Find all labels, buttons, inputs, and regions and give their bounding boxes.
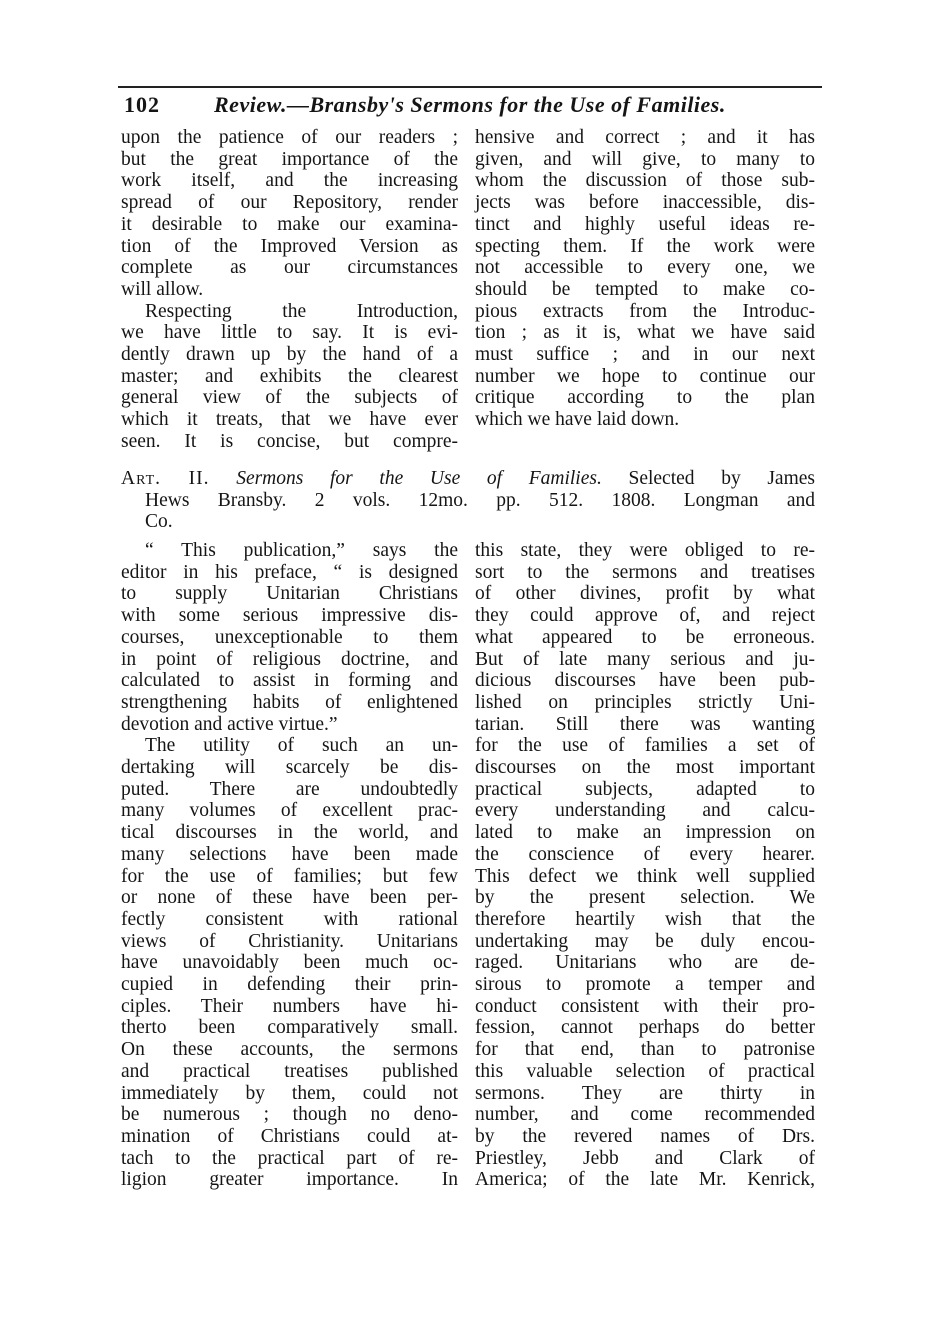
text-line: what appeared to be erroneous. — [475, 626, 815, 648]
text-line: by the present selection. We — [475, 887, 815, 909]
text-line: for the use of families a set of — [475, 735, 815, 757]
text-line: fession, cannot perhaps do better — [475, 1017, 815, 1039]
text-line: Priestley, Jebb and Clark of — [475, 1147, 815, 1169]
text-line: spread of our Repository, render — [121, 192, 458, 214]
text-line: number, and come recommended — [475, 1104, 815, 1126]
header-rule — [118, 86, 822, 88]
text-line: conduct consistent with their pro- — [475, 995, 815, 1017]
text-line: discourses on the most important — [475, 757, 815, 779]
text-line: “ This publication,” says the — [145, 540, 458, 561]
text-line: general view of the subjects of — [121, 387, 458, 409]
text-line: every understanding and calcu- — [475, 800, 815, 822]
running-title: Review.—Bransby's Sermons for the Use of Families. — [214, 92, 726, 117]
text-line: lished on principles strictly Uni- — [475, 691, 815, 713]
text-line: seen. It is concise, but compre- — [121, 430, 458, 452]
text-line: we have little to say. It is evi- — [121, 322, 458, 344]
text-line: sermons. They are thirty in — [475, 1082, 815, 1104]
text-line: specting them. If the work were — [475, 235, 815, 257]
text-line: tion of the Improved Version as — [121, 235, 458, 257]
text-line: they could approve of, and reject — [475, 605, 815, 627]
text-line: lated to make an impression on — [475, 822, 815, 844]
section1-right-column — [475, 127, 815, 431]
text-line: America; of the late Mr. Kenrick, — [475, 1169, 815, 1191]
text-line: hensive and correct ; and it has — [475, 127, 815, 148]
text-line: in point of religious doctrine, and — [121, 648, 458, 670]
text-line: strengthening habits of enlightened — [121, 691, 458, 713]
article-heading-line: Co. — [145, 511, 173, 533]
text-line: with some serious impressive dis- — [121, 605, 458, 627]
text-line: editor in his preface, “ is designed — [121, 561, 458, 583]
text-line: The utility of such an un- — [145, 735, 458, 757]
text-line: must suffice ; and in our next — [475, 344, 815, 366]
text-line: immediately by them, could not — [121, 1082, 458, 1104]
text-line: be numerous ; though no deno- — [121, 1104, 458, 1126]
text-line: many volumes of excellent prac- — [121, 800, 458, 822]
text-line: jects was before inaccessible, dis- — [475, 192, 815, 214]
text-line: puted. There are undoubtedly — [121, 778, 458, 800]
section2-right-column — [475, 540, 815, 1191]
text-line: given, and will give, to many to — [475, 148, 815, 170]
text-line: have unavoidably been much oc- — [121, 952, 458, 974]
text-line: complete as our circumstances — [121, 257, 458, 279]
page-number: 102 — [124, 92, 160, 117]
text-line: therefore heartily wish that the — [475, 908, 815, 930]
text-line: of other divines, profit by what — [475, 583, 815, 605]
article-title: Sermons for the Use of Families. — [236, 468, 602, 489]
text-line: mination of Christians could at- — [121, 1125, 458, 1147]
text-line: by the revered names of Drs. — [475, 1125, 815, 1147]
text-line: sirous to promote a temper and — [475, 974, 815, 996]
text-line: tical discourses in the world, and — [121, 822, 458, 844]
text-line: This defect we think well supplied — [475, 865, 815, 887]
text-line: tion ; as it is, what we have said — [475, 322, 815, 344]
text-line: for that end, than to patronise — [475, 1039, 815, 1061]
text-line: therto been comparatively small. — [121, 1017, 458, 1039]
text-line: tach to the practical part of re- — [121, 1147, 458, 1169]
text-line: On these accounts, the sermons — [121, 1039, 458, 1061]
text-line: upon the patience of our readers ; — [121, 127, 458, 148]
text-line: it desirable to make our examina- — [121, 213, 458, 235]
text-line: for the use of families; but few — [121, 865, 458, 887]
text-line: Respecting the Introduction, — [145, 300, 458, 322]
text-line: undertaking may be duly encou- — [475, 930, 815, 952]
text-line: fectly consistent with rational — [121, 908, 458, 930]
text-line: But of late many serious and ju- — [475, 648, 815, 670]
text-line: should be tempted to make co- — [475, 278, 815, 300]
article-heading-line: Hews Bransby. 2 vols. 12mo. pp. 512. 1808. Longman and — [145, 489, 815, 511]
running-header — [124, 92, 824, 118]
text-line: tarian. Still there was wanting — [475, 713, 815, 735]
text-line: this state, they were obliged to re- — [475, 540, 815, 561]
text-line: devotion and active virtue.” — [121, 713, 338, 735]
text-line: views of Christianity. Unitarians — [121, 930, 458, 952]
text-line: ciples. Their numbers have hi- — [121, 995, 458, 1017]
text-line: whom the discussion of those sub- — [475, 170, 815, 192]
text-line: many selections have been made — [121, 843, 458, 865]
text-line: dertaking will scarcely be dis- — [121, 757, 458, 779]
section1-left-column — [121, 127, 458, 453]
text-line: will allow. — [121, 278, 204, 300]
text-line: tinct and highly useful ideas re- — [475, 213, 815, 235]
article-heading-line — [121, 468, 815, 490]
article-line1-rest: Selected by James — [628, 468, 815, 489]
article-label: Art. II. — [121, 468, 210, 489]
text-line: which we have laid down. — [475, 409, 680, 431]
text-line: courses, unexceptionable to them — [121, 626, 458, 648]
text-line: dently drawn up by the hand of a — [121, 344, 458, 366]
text-line: calculated to assist in forming and — [121, 670, 458, 692]
text-line: dicious discourses have been pub- — [475, 670, 815, 692]
text-line: sort to the sermons and treatises — [475, 561, 815, 583]
text-line: the conscience of every hearer. — [475, 843, 815, 865]
section2-left-column — [121, 540, 458, 1191]
text-line: work itself, and the increasing — [121, 170, 458, 192]
text-line: practical subjects, adapted to — [475, 778, 815, 800]
text-line: ligion greater importance. In — [121, 1169, 458, 1191]
text-line: and practical treatises published — [121, 1060, 458, 1082]
text-line: to supply Unitarian Christians — [121, 583, 458, 605]
text-line: master; and exhibits the clearest — [121, 365, 458, 387]
text-line: but the great importance of the — [121, 148, 458, 170]
text-line: pious extracts from the Introduc- — [475, 300, 815, 322]
article-heading — [121, 468, 815, 533]
text-line: cupied in defending their prin- — [121, 974, 458, 996]
text-line: this valuable selection of practical — [475, 1060, 815, 1082]
text-line: not accessible to every one, we — [475, 257, 815, 279]
text-line: critique according to the plan — [475, 387, 815, 409]
text-line: number we hope to continue our — [475, 365, 815, 387]
text-line: raged. Unitarians who are de- — [475, 952, 815, 974]
text-line: which it treats, that we have ever — [121, 409, 458, 431]
text-line: or none of these have been per- — [121, 887, 458, 909]
